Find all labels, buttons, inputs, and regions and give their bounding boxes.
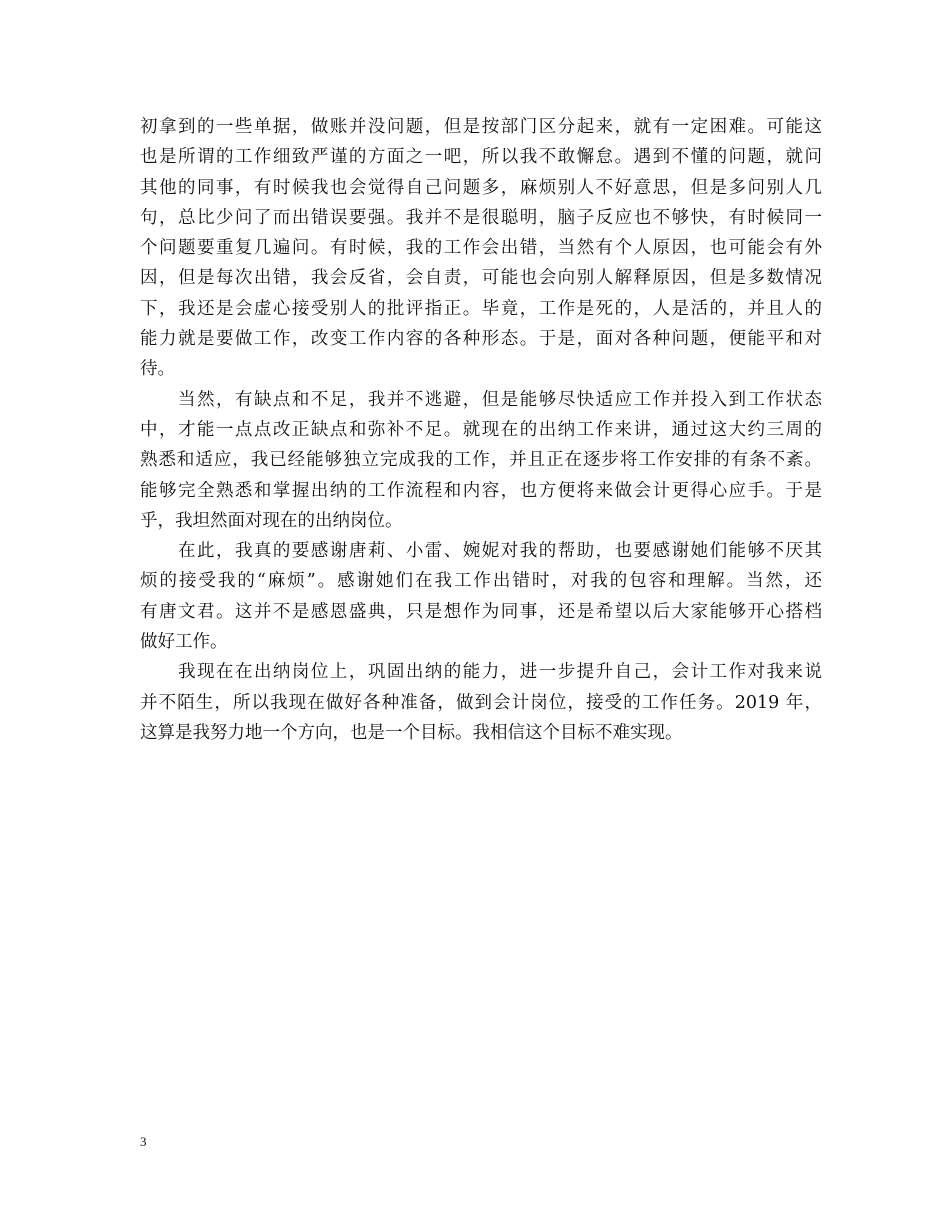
text-line: 中，才能一点点改正缺点和弥补不足。就现在的出纳工作来讲，通过这大约三周的 (140, 419, 822, 440)
text-line: 有唐文君。这并不是感恩盛典，只是想作为同事，还是希望以后大家能够开心搭档 (140, 601, 822, 622)
text-line: 在此，我真的要感谢唐莉、小雷、婉妮对我的帮助，也要感谢她们能够不厌其 (178, 541, 822, 562)
paragraph (140, 657, 822, 748)
text-line: 熟悉和适应，我已经能够独立完成我的工作，并且正在逐步将工作安排的有条不紊。 (140, 450, 822, 471)
paragraph (140, 385, 822, 536)
text-line: 并不陌生，所以我现在做好各种准备，做到会计岗位，接受的工作任务。2019 年， (140, 692, 822, 713)
text-line: 乎，我坦然面对现在的出纳岗位。 (140, 510, 403, 531)
text-line: 下，我还是会虚心接受别人的批评指正。毕竟，工作是死的，人是活的，并且人的 (140, 298, 822, 319)
text-line: 能力就是要做工作，改变工作内容的各种形态。于是，面对各种问题，便能平和对 (140, 329, 822, 350)
text-line: 当然，有缺点和不足，我并不逃避，但是能够尽快适应工作并投入到工作状态 (178, 389, 822, 410)
page-number: 3 (140, 1134, 147, 1149)
paragraph (140, 536, 822, 657)
text-line: 初拿到的一些单据，做账并没问题，但是按部门区分起来，就有一定困难。可能这 (140, 117, 822, 137)
text-line: 我现在在出纳岗位上，巩固出纳的能力，进一步提升自己，会计工作对我来说 (178, 662, 822, 683)
text-line: 其他的同事，有时候我也会觉得自己问题多，麻烦别人不好意思，但是多问别人几 (140, 177, 822, 198)
paragraph (140, 112, 822, 385)
text-line: 个问题要重复几遍问。有时候，我的工作会出错，当然有个人原因，也可能会有外 (140, 238, 822, 259)
text-line: 也是所谓的工作细致严谨的方面之一吧，所以我不敢懈怠。遇到不懂的问题，就问 (140, 147, 822, 168)
text-line: 烦的接受我的“麻烦”。感谢她们在我工作出错时，对我的包容和理解。当然，还 (140, 571, 822, 592)
document-body (140, 112, 822, 748)
text-line: 这算是我努力地一个方向，也是一个目标。我相信这个目标不难实现。 (140, 722, 683, 743)
text-line: 能够完全熟悉和掌握出纳的工作流程和内容，也方便将来做会计更得心应手。于是 (140, 480, 822, 501)
text-line: 因，但是每次出错，我会反省，会自责，可能也会向别人解释原因，但是多数情况 (140, 268, 822, 289)
text-line: 做好工作。 (140, 632, 228, 653)
text-line: 句，总比少问了而出错误要强。我并不是很聪明，脑子反应也不够快，有时候同一 (140, 207, 822, 228)
text-line: 待。 (140, 359, 175, 380)
